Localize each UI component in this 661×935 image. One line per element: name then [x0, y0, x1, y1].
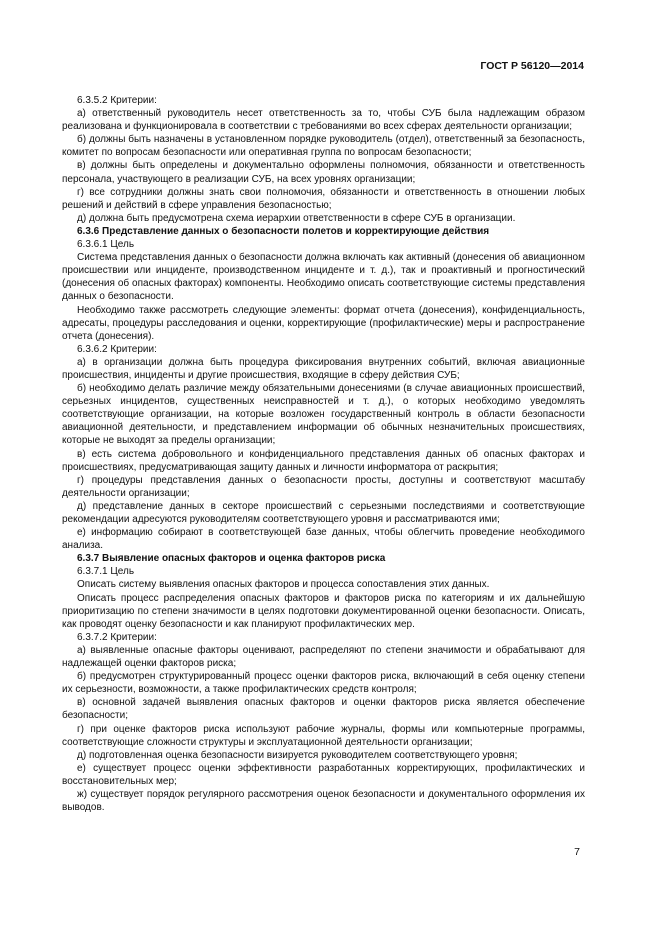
page-number: 7: [574, 846, 580, 858]
paragraph: б) должны быть назначены в установленном порядке руководитель (отдел), ответственный за безопасность, комитет по вопросам безопасности или оперативная группа по вопросам безопасности;: [62, 134, 585, 159]
section-heading: 6.3.6 Представление данных о безопасности полетов и корректирующие действия: [77, 225, 490, 237]
paragraph: е) информацию собирают в соответствующей базе данных, чтобы облегчить проведение необходимого анализа.: [62, 527, 585, 552]
paragraph: 6.3.7.1 Цель: [77, 566, 135, 578]
paragraph: д) должна быть предусмотрена схема иерархии ответственности в сфере СУБ в организации.: [77, 212, 516, 224]
paragraph: а) в организации должна быть процедура фиксирования внутренних событий, включая авиационные происшествия, инциденты и другие происшествия, входящие в сферу действия СУБ;: [62, 356, 585, 381]
paragraph: б) необходимо делать различие между обязательными донесениями (в случае авиационных происшествий, серьезных инцидентов, существенных неисправностей и т. д.), о которых необходимо уведомлять соответствующие организации, на которые возложен государственный контроль в области безопасности авиационной деятельности, и представлением информации об обычных незначительных происшествиях, которые не выходят за пределы организации;: [62, 383, 585, 447]
paragraph: в) есть система добровольного и конфиденциального представления данных об опасных факторах и происшествиях, предусматривающая защиту данных и личности информатора от раскрытия;: [62, 448, 585, 473]
page-body: [62, 94, 585, 814]
paragraph: в) основной задачей выявления опасных факторов и оценки факторов риска является обеспечение безопасности;: [62, 697, 585, 722]
paragraph: Необходимо также рассмотреть следующие элементы: формат отчета (донесения), конфиденциальность, адресаты, процедуры расследования и оценки, корректирующие (профилактические) меры и распространение отчета (донесения).: [62, 304, 585, 342]
paragraph: б) предусмотрен структурированный процесс оценки факторов риска, включающий в себя оценку степени их серьезности, возможности, а также профилактических средств контроля;: [62, 671, 585, 696]
paragraph: д) подготовленная оценка безопасности визируется руководителем соответствующего уровня;: [77, 749, 518, 761]
paragraph: г) при оценке факторов риска используют рабочие журналы, формы или компьютерные программы, соответствующие сложности структуры и эксплуатационной деятельности организации;: [62, 723, 585, 748]
paragraph: г) все сотрудники должны знать свои полномочия, обязанности и ответственность в отношении любых решений и действий в сфере управления безопасностью;: [62, 186, 585, 211]
paragraph: Описать процесс распределения опасных факторов и факторов риска по категориям и их дальнейшую приоритизацию по степени значимости в целях подготовки документированной оценки безопасности. Описать, как проводят оценку безопасности и как планируют профилактических мер.: [62, 592, 585, 630]
paragraph: е) существует процесс оценки эффективности разработанных корректирующих, профилактических и восстановительных мер;: [62, 762, 585, 787]
section-heading: 6.3.7 Выявление опасных факторов и оценка факторов риска: [77, 553, 386, 565]
paragraph: 6.3.5.2 Критерии:: [77, 95, 157, 106]
paragraph: г) процедуры представления данных о безопасности просты, доступны и соответствуют масштабу деятельности организации;: [62, 474, 585, 499]
paragraph: Система представления данных о безопасности должна включать как активный (донесения об авиационном происшествии или инциденте, производственном инциденте и т. д.), так и проактивный и прогностический (донесения об опасных факторах) компоненты. Необходимо описать соответствующие системы представления данных о безопасности.: [62, 252, 585, 303]
paragraph: а) ответственный руководитель несет ответственность за то, чтобы СУБ была надлежащим образом реализована и функционировала в соответствии с требованиями во всех сферах деятельности организации;: [62, 108, 585, 133]
paragraph: в) должны быть определены и документально оформлены полномочия, обязанности и ответственность персонала, участвующего в реализации СУБ, на всех уровнях организации;: [62, 160, 585, 185]
paragraph: ж) существует порядок регулярного рассмотрения оценок безопасности и документального оформления их выводов.: [62, 788, 585, 814]
paragraph: д) представление данных в секторе происшествий с серьезными последствиями и соответствующие рекомендации адресуются руководителям соответствующего уровня и рассматриваются ими;: [62, 500, 585, 525]
paragraph: 6.3.6.1 Цель: [77, 239, 135, 251]
paragraph: 6.3.7.2 Критерии:: [77, 631, 157, 643]
paragraph: Описать систему выявления опасных факторов и процесса сопоставления этих данных.: [77, 579, 490, 591]
paragraph: 6.3.6.2 Критерии:: [77, 343, 157, 355]
document-number: ГОСТ Р 56120—2014: [480, 60, 584, 72]
paragraph: а) выявленные опасные факторы оценивают, распределяют по степени значимости и обрабатывают для надлежащей оценки факторов риска;: [62, 644, 585, 670]
